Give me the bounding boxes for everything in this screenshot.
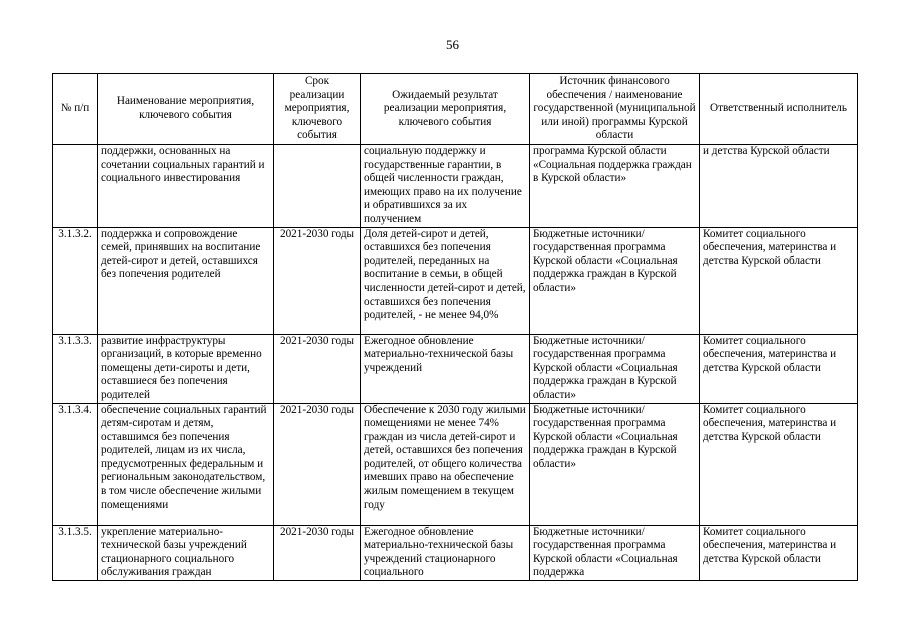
header-executor: Ответственный исполнитель [700,74,858,145]
cell-period: 2021-2030 годы [274,334,361,403]
measures-table [52,73,858,581]
cell-executor: Комитет социального обеспечения, материнства и детства Курской области [700,227,858,334]
cell-period: 2021-2030 годы [274,403,361,525]
cell-name: поддержки, основанных на сочетании социальных гарантий и социального инвестирования [98,144,274,227]
table-row [53,334,858,403]
cell-source: Бюджетные источники/государственная программа Курской области «Социальная поддержка граждан в Курской области» [530,334,700,403]
cell-name: обеспечение социальных гарантий детям-сиротам и детям, оставшимся без попечения родителей, лицам из их числа, предусмотренных федеральным и региональным законодательством, в том числе обеспечение жилыми помещениями [98,403,274,525]
header-source: Источник финансового обеспечения / наименование государственной (муниципальной или иной) программы Курской области [530,74,700,145]
cell-source: Бюджетные источники/государственная программа Курской области «Социальная поддержка граждан в Курской области» [530,403,700,525]
header-period: Срок реализации мероприятия, ключевого события [274,74,361,145]
header-num: № п/п [53,74,98,145]
cell-name: укрепление материально-технической базы учреждений стационарного социального обслуживания граждан [98,525,274,580]
cell-executor: Комитет социального обеспечения, материнства и детства Курской области [700,525,858,580]
cell-source: программа Курской области «Социальная поддержка граждан в Курской области» [530,144,700,227]
cell-source: Бюджетные источники/государственная программа Курской области «Социальная поддержка [530,525,700,580]
cell-num: 3.1.3.2. [53,227,98,334]
cell-period: 2021-2030 годы [274,525,361,580]
cell-num: 3.1.3.3. [53,334,98,403]
table-header-row [53,74,858,145]
header-result: Ожидаемый результат реализации мероприятия, ключевого события [361,74,530,145]
cell-period: 2021-2030 годы [274,227,361,334]
cell-name: поддержка и сопровождение семей, принявших на воспитание детей-сирот и детей, оставшихся без попечения родителей [98,227,274,334]
cell-result: Доля детей-сирот и детей, оставшихся без попечения родителей, переданных на воспитание в семьи, в общей численности детей-сирот и детей, оставшихся без попечения родителей, - не менее 94,0% [361,227,530,334]
cell-source: Бюджетные источники/государственная программа Курской области «Социальная поддержка граждан в Курской области» [530,227,700,334]
cell-executor: Комитет социального обеспечения, материнства и детства Курской области [700,403,858,525]
cell-result: Обеспечение к 2030 году жилыми помещениями не менее 74% граждан из числа детей-сирот и детей, оставшихся без попечения родителей, от общего количества имевших право на обеспечение жилым помещением в текущем году [361,403,530,525]
cell-result: Ежегодное обновление материально-технической базы учреждений [361,334,530,403]
cell-num: 3.1.3.5. [53,525,98,580]
table-row [53,144,858,227]
header-name: Наименование мероприятия, ключевого события [98,74,274,145]
cell-result: Ежегодное обновление материально-технической базы учреждений стационарного социального [361,525,530,580]
cell-num [53,144,98,227]
table-row [53,227,858,334]
cell-executor: Комитет социального обеспечения, материнства и детства Курской области [700,334,858,403]
table-row [53,403,858,525]
page-number: 56 [446,37,459,52]
cell-name: развитие инфраструктуры организаций, в которые временно помещены дети-сироты и дети, оставшиеся без попечения родителей [98,334,274,403]
table-row [53,525,858,580]
cell-num: 3.1.3.4. [53,403,98,525]
cell-result: социальную поддержку и государственные гарантии, в общей численности граждан, имеющих право на их получение и обратившихся за их получением [361,144,530,227]
cell-period [274,144,361,227]
cell-executor: и детства Курской области [700,144,858,227]
